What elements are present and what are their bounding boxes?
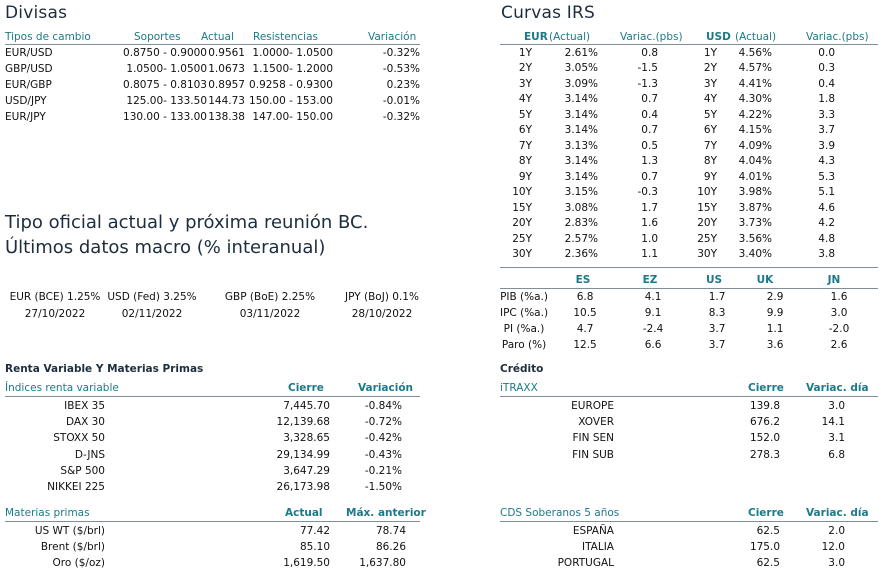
- table-row: [500, 231, 878, 247]
- table-row: [500, 247, 878, 263]
- table-row: [500, 321, 878, 337]
- irs-header-usd: USD: [706, 31, 731, 43]
- commodity-name-cell: Oro ($/oz): [52, 557, 105, 570]
- itraxx-name-cell: EUROPE: [571, 400, 614, 413]
- close-cell: 3,328.65: [283, 432, 330, 445]
- tenor-cell: 6Y: [518, 124, 532, 137]
- close-cell: 175.0: [749, 541, 780, 554]
- value-cell: 1.1: [766, 323, 784, 335]
- table-row: [500, 92, 878, 108]
- eur-rate-cell: 2.57%: [564, 232, 598, 245]
- tenor-cell: 1Y: [518, 46, 532, 59]
- table-row: [500, 430, 878, 446]
- value-cell: 4.7: [576, 323, 594, 335]
- tenor-cell: 1Y: [703, 46, 717, 59]
- tenor-cell: 9Y: [703, 170, 717, 183]
- irs-header-usd-actual: (Actual): [735, 31, 777, 43]
- rv-header-index: Índices renta variable: [5, 382, 119, 394]
- table-row: [500, 169, 878, 185]
- tenor-cell: 9Y: [518, 170, 532, 183]
- bc-rate-jpy: JPY (BoJ) 0.1%: [345, 291, 419, 303]
- divisas-title: Divisas: [5, 3, 68, 23]
- table-row: [500, 398, 878, 414]
- table-row: [5, 479, 420, 495]
- variation-cell: 3.0: [828, 557, 845, 570]
- variation-cell: -0.42%: [364, 432, 402, 445]
- cds-header-close: Cierre: [748, 507, 784, 519]
- eur-rate-cell: 2.83%: [564, 217, 598, 230]
- irs-title: Curvas IRS: [501, 3, 595, 23]
- usd-rate-cell: 4.41%: [738, 77, 772, 90]
- index-name-cell: IBEX 35: [64, 400, 105, 413]
- eur-var-cell: 1.0: [641, 232, 658, 245]
- table-row: [500, 154, 878, 170]
- usd-rate-cell: 3.87%: [738, 201, 772, 214]
- max-cell: 1,637.80: [359, 557, 406, 570]
- table-row: [500, 337, 878, 353]
- usd-rate-cell: 4.22%: [738, 108, 772, 121]
- close-cell: 139.8: [749, 400, 780, 413]
- variation-cell: 6.8: [828, 448, 845, 461]
- mp-header-name: Materias primas: [5, 507, 90, 519]
- table-row: [5, 93, 420, 109]
- irs-header-eur-actual: (Actual): [549, 31, 591, 43]
- table-row: [5, 430, 420, 446]
- table-row: [5, 523, 420, 539]
- eur-var-cell: 0.7: [641, 170, 658, 183]
- pair-cell: GBP/USD: [5, 63, 53, 75]
- table-row: [500, 185, 878, 201]
- index-name-cell: S&P 500: [60, 464, 105, 477]
- divisas-header-pair: Tipos de cambio: [5, 31, 91, 43]
- value-cell: 3.0: [830, 307, 848, 319]
- cds-header-name: CDS Soberanos 5 años: [500, 507, 620, 519]
- bc-rate-usd: USD (Fed) 3.25%: [107, 291, 197, 303]
- close-cell: 3,647.29: [283, 464, 330, 477]
- tenor-cell: 25Y: [697, 232, 717, 245]
- variation-cell: -0.43%: [364, 448, 402, 461]
- value-cell: 4.1: [644, 291, 662, 303]
- usd-rate-cell: 3.56%: [738, 232, 772, 245]
- table-row: [500, 539, 878, 555]
- macro-header-ez: EZ: [642, 274, 658, 286]
- actual-cell: 1,619.50: [283, 557, 330, 570]
- close-cell: 12,139.68: [276, 416, 330, 429]
- macro-header-jn: JN: [827, 274, 841, 286]
- value-cell: 3.7: [708, 339, 726, 351]
- value-cell: 3.7: [708, 323, 726, 335]
- table-row: [500, 123, 878, 139]
- tenor-cell: 20Y: [697, 217, 717, 230]
- usd-rate-cell: 4.09%: [738, 139, 772, 152]
- eur-rate-cell: 2.36%: [564, 248, 598, 261]
- usd-var-cell: 3.3: [818, 108, 835, 121]
- itraxx-header-close: Cierre: [748, 382, 784, 394]
- eur-rate-cell: 3.14%: [564, 93, 598, 106]
- index-name-cell: STOXX 50: [53, 432, 105, 445]
- value-cell: 6.8: [576, 291, 594, 303]
- eur-rate-cell: 2.61%: [564, 46, 598, 59]
- close-cell: 278.3: [749, 448, 780, 461]
- irs-header-usd-var: Variac.(pbs): [806, 31, 869, 43]
- itraxx-name-cell: XOVER: [578, 416, 614, 429]
- support-cell: 1.0500- 1.0500: [126, 63, 207, 75]
- table-row: [500, 61, 878, 77]
- cds-name-cell: ITALIA: [581, 541, 614, 554]
- mp-header-actual: Actual: [285, 507, 323, 519]
- max-cell: 78.74: [375, 525, 406, 538]
- tenor-cell: 30Y: [697, 248, 717, 261]
- divisas-table: [5, 45, 420, 125]
- eur-rate-cell: 3.05%: [564, 62, 598, 75]
- value-cell: 8.3: [708, 307, 726, 319]
- itraxx-table: [500, 398, 878, 463]
- close-cell: 152.0: [749, 432, 780, 445]
- itraxx-name-cell: FIN SUB: [572, 448, 614, 461]
- close-cell: 676.2: [749, 416, 780, 429]
- tenor-cell: 2Y: [703, 62, 717, 75]
- usd-rate-cell: 3.40%: [738, 248, 772, 261]
- table-row: [5, 61, 420, 77]
- tenor-cell: 5Y: [518, 108, 532, 121]
- support-cell: 0.8075 - 0.8103: [123, 79, 207, 91]
- actual-cell: 0.9561: [208, 47, 245, 59]
- bc-title-line1: Tipo oficial actual y próxima reunión BC.: [5, 212, 369, 233]
- close-cell: 62.5: [756, 557, 780, 570]
- eur-rate-cell: 3.14%: [564, 124, 598, 137]
- actual-cell: 138.38: [208, 111, 245, 123]
- divisas-header-act: Actual: [201, 31, 234, 43]
- macro-label-cell: Paro (%): [501, 339, 547, 351]
- table-row: [5, 398, 420, 414]
- eur-var-cell: -1.3: [637, 77, 658, 90]
- tenor-cell: 6Y: [703, 124, 717, 137]
- resistance-cell: 1.1500- 1.2000: [252, 63, 333, 75]
- usd-rate-cell: 4.56%: [738, 46, 772, 59]
- tenor-cell: 7Y: [518, 139, 532, 152]
- usd-var-cell: 3.8: [818, 248, 835, 261]
- table-row: [500, 414, 878, 430]
- value-cell: 3.6: [766, 339, 784, 351]
- tenor-cell: 10Y: [512, 186, 532, 199]
- rv-header-close: Cierre: [288, 382, 324, 394]
- index-name-cell: D-JNS: [74, 448, 105, 461]
- macro-header-es: ES: [575, 274, 591, 286]
- usd-rate-cell: 4.30%: [738, 93, 772, 106]
- bc-title-line2: Últimos datos macro (% interanual): [5, 237, 326, 258]
- usd-rate-cell: 4.15%: [738, 124, 772, 137]
- itraxx-header-var: Variac. día: [806, 382, 869, 394]
- bc-rate-eur: EUR (BCE) 1.25%: [9, 291, 101, 303]
- resistance-cell: 147.00- 150.00: [252, 111, 333, 123]
- tenor-cell: 10Y: [697, 186, 717, 199]
- resistance-cell: 150.00 - 153.00: [249, 95, 333, 107]
- value-cell: 1.7: [708, 291, 726, 303]
- divisas-header-sop: Soportes: [134, 31, 181, 43]
- pair-cell: USD/JPY: [5, 95, 47, 107]
- table-row: [5, 109, 420, 125]
- table-row: [500, 138, 878, 154]
- usd-rate-cell: 3.98%: [738, 186, 772, 199]
- eur-var-cell: 1.7: [641, 201, 658, 214]
- itraxx-header-name: iTRAXX: [500, 382, 538, 394]
- tenor-cell: 8Y: [518, 155, 532, 168]
- variation-cell: -0.84%: [364, 400, 402, 413]
- resistance-cell: 0.9258 - 0.9300: [249, 79, 333, 91]
- variation-cell: 2.0: [828, 525, 845, 538]
- close-cell: 29,134.99: [276, 448, 330, 461]
- tenor-cell: 20Y: [512, 217, 532, 230]
- irs-header-eur: EUR: [524, 31, 548, 43]
- tenor-cell: 4Y: [703, 93, 717, 106]
- cds-name-cell: PORTUGAL: [557, 557, 614, 570]
- irs-table: [500, 45, 878, 262]
- table-row: [500, 107, 878, 123]
- value-cell: -2.4: [642, 323, 664, 335]
- macro-label-cell: PI (%a.): [503, 323, 545, 335]
- usd-rate-cell: 4.01%: [738, 170, 772, 183]
- usd-rate-cell: 3.73%: [738, 217, 772, 230]
- tenor-cell: 25Y: [512, 232, 532, 245]
- table-row: [500, 555, 878, 571]
- index-name-cell: DAX 30: [66, 416, 105, 429]
- tenor-cell: 3Y: [703, 77, 717, 90]
- eur-var-cell: 0.4: [641, 108, 658, 121]
- actual-cell: 0.8957: [208, 79, 245, 91]
- eur-var-cell: 1.1: [641, 248, 658, 261]
- tenor-cell: 4Y: [518, 93, 532, 106]
- usd-var-cell: 0.3: [818, 62, 835, 75]
- value-cell: 2.9: [766, 291, 784, 303]
- usd-var-cell: 0.0: [818, 46, 835, 59]
- divisas-header-res: Resistencias: [253, 31, 318, 43]
- commodity-name-cell: US WT ($/brl): [34, 525, 105, 538]
- table-row: [500, 200, 878, 216]
- variation-cell: -0.32%: [382, 47, 420, 59]
- eur-rate-cell: 3.09%: [564, 77, 598, 90]
- usd-var-cell: 4.2: [818, 217, 835, 230]
- rv-indices-table: [5, 398, 420, 495]
- pair-cell: EUR/USD: [5, 47, 53, 59]
- variation-cell: 14.1: [821, 416, 845, 429]
- usd-var-cell: 4.6: [818, 201, 835, 214]
- variation-cell: 12.0: [821, 541, 845, 554]
- rv-rule: [5, 396, 420, 397]
- itraxx-rule: [500, 396, 878, 397]
- usd-var-cell: 4.3: [818, 155, 835, 168]
- tenor-cell: 7Y: [703, 139, 717, 152]
- value-cell: 2.6: [830, 339, 848, 351]
- cds-rule: [500, 521, 878, 522]
- table-row: [5, 45, 420, 61]
- pair-cell: EUR/JPY: [5, 111, 46, 123]
- bc-rate-gbp: GBP (BoE) 2.25%: [224, 291, 316, 303]
- eur-var-cell: 0.7: [641, 93, 658, 106]
- tenor-cell: 30Y: [512, 248, 532, 261]
- cds-header-var: Variac. día: [806, 507, 869, 519]
- bc-date-usd: 02/11/2022: [121, 308, 183, 320]
- eur-rate-cell: 3.14%: [564, 108, 598, 121]
- bc-date-jpy: 28/10/2022: [351, 308, 413, 320]
- value-cell: 9.1: [644, 307, 662, 319]
- macro-label-cell: PIB (%a.): [500, 291, 548, 303]
- cds-table: [500, 523, 878, 572]
- actual-cell: 85.10: [299, 541, 330, 554]
- tenor-cell: 2Y: [518, 62, 532, 75]
- variation-cell: 3.1: [828, 432, 845, 445]
- table-row: [5, 77, 420, 93]
- variation-cell: -1.50%: [364, 481, 402, 494]
- usd-var-cell: 0.4: [818, 77, 835, 90]
- tenor-cell: 5Y: [703, 108, 717, 121]
- tenor-cell: 8Y: [703, 155, 717, 168]
- value-cell: -2.0: [828, 323, 850, 335]
- table-row: [5, 463, 420, 479]
- usd-rate-cell: 4.57%: [738, 62, 772, 75]
- eur-var-cell: 0.5: [641, 139, 658, 152]
- usd-var-cell: 5.3: [818, 170, 835, 183]
- usd-var-cell: 1.8: [818, 93, 835, 106]
- variation-cell: -0.32%: [382, 111, 420, 123]
- table-row: [500, 76, 878, 92]
- max-cell: 86.26: [375, 541, 406, 554]
- table-row: [5, 555, 420, 571]
- eur-var-cell: -1.5: [637, 62, 658, 75]
- mp-rule: [5, 521, 420, 522]
- credito-title: Crédito: [500, 363, 544, 375]
- macro-label-cell: IPC (%a.): [500, 307, 549, 319]
- commodity-name-cell: Brent ($/brl): [40, 541, 105, 554]
- table-row: [5, 539, 420, 555]
- macro-header-uk: UK: [756, 274, 774, 286]
- variation-cell: -0.53%: [382, 63, 420, 75]
- eur-rate-cell: 3.13%: [564, 139, 598, 152]
- table-row: [500, 523, 878, 539]
- close-cell: 62.5: [756, 525, 780, 538]
- eur-rate-cell: 3.08%: [564, 201, 598, 214]
- table-row: [5, 447, 420, 463]
- value-cell: 10.5: [573, 307, 597, 319]
- table-row: [500, 447, 878, 463]
- bc-date-eur: 27/10/2022: [24, 308, 86, 320]
- rv-title: Renta Variable Y Materias Primas: [5, 363, 204, 375]
- cds-name-cell: ESPAÑA: [572, 525, 614, 538]
- table-row: [500, 305, 878, 321]
- eur-var-cell: 0.7: [641, 124, 658, 137]
- tenor-cell: 15Y: [512, 201, 532, 214]
- eur-rate-cell: 3.14%: [564, 170, 598, 183]
- usd-var-cell: 3.7: [818, 124, 835, 137]
- value-cell: 6.6: [644, 339, 662, 351]
- macro-table: [500, 289, 878, 353]
- eur-var-cell: 1.3: [641, 155, 658, 168]
- variation-cell: -0.72%: [364, 416, 402, 429]
- variation-cell: -0.21%: [364, 464, 402, 477]
- irs-header-eur-var: Variac.(pbs): [620, 31, 683, 43]
- usd-var-cell: 4.8: [818, 232, 835, 245]
- mp-table: [5, 523, 420, 572]
- table-row: [500, 289, 878, 305]
- eur-rate-cell: 3.15%: [564, 186, 598, 199]
- mp-header-max: Máx. anterior: [346, 507, 426, 519]
- eur-var-cell: 1.6: [641, 217, 658, 230]
- resistance-cell: 1.0000- 1.0500: [252, 47, 333, 59]
- itraxx-name-cell: FIN SEN: [572, 432, 614, 445]
- support-cell: 125.00- 133.50: [126, 95, 207, 107]
- support-cell: 130.00 - 133.00: [123, 111, 207, 123]
- usd-rate-cell: 4.04%: [738, 155, 772, 168]
- table-row: [500, 216, 878, 232]
- actual-cell: 144.73: [208, 95, 245, 107]
- index-name-cell: NIKKEI 225: [47, 481, 105, 494]
- bc-date-gbp: 03/11/2022: [239, 308, 301, 320]
- eur-var-cell: -0.3: [637, 186, 658, 199]
- actual-cell: 1.0673: [208, 63, 245, 75]
- variation-cell: -0.01%: [382, 95, 420, 107]
- macro-header-us: US: [705, 274, 723, 286]
- tenor-cell: 3Y: [518, 77, 532, 90]
- eur-rate-cell: 3.14%: [564, 155, 598, 168]
- table-row: [5, 414, 420, 430]
- pair-cell: EUR/GBP: [5, 79, 52, 91]
- value-cell: 1.6: [830, 291, 848, 303]
- eur-var-cell: 0.8: [641, 46, 658, 59]
- divisas-header-var: Variación: [368, 31, 417, 43]
- close-cell: 7,445.70: [283, 400, 330, 413]
- value-cell: 12.5: [573, 339, 597, 351]
- actual-cell: 77.42: [299, 525, 330, 538]
- variation-cell: 0.23%: [386, 79, 420, 91]
- value-cell: 9.9: [766, 307, 784, 319]
- irs-bottom-rule: [500, 267, 878, 268]
- usd-var-cell: 3.9: [818, 139, 835, 152]
- rv-header-var: Variación: [358, 382, 414, 394]
- usd-var-cell: 5.1: [818, 186, 835, 199]
- close-cell: 26,173.98: [276, 481, 330, 494]
- support-cell: 0.8750 - 0.9000: [123, 47, 207, 59]
- variation-cell: 3.0: [828, 400, 845, 413]
- tenor-cell: 15Y: [697, 201, 717, 214]
- table-row: [500, 45, 878, 61]
